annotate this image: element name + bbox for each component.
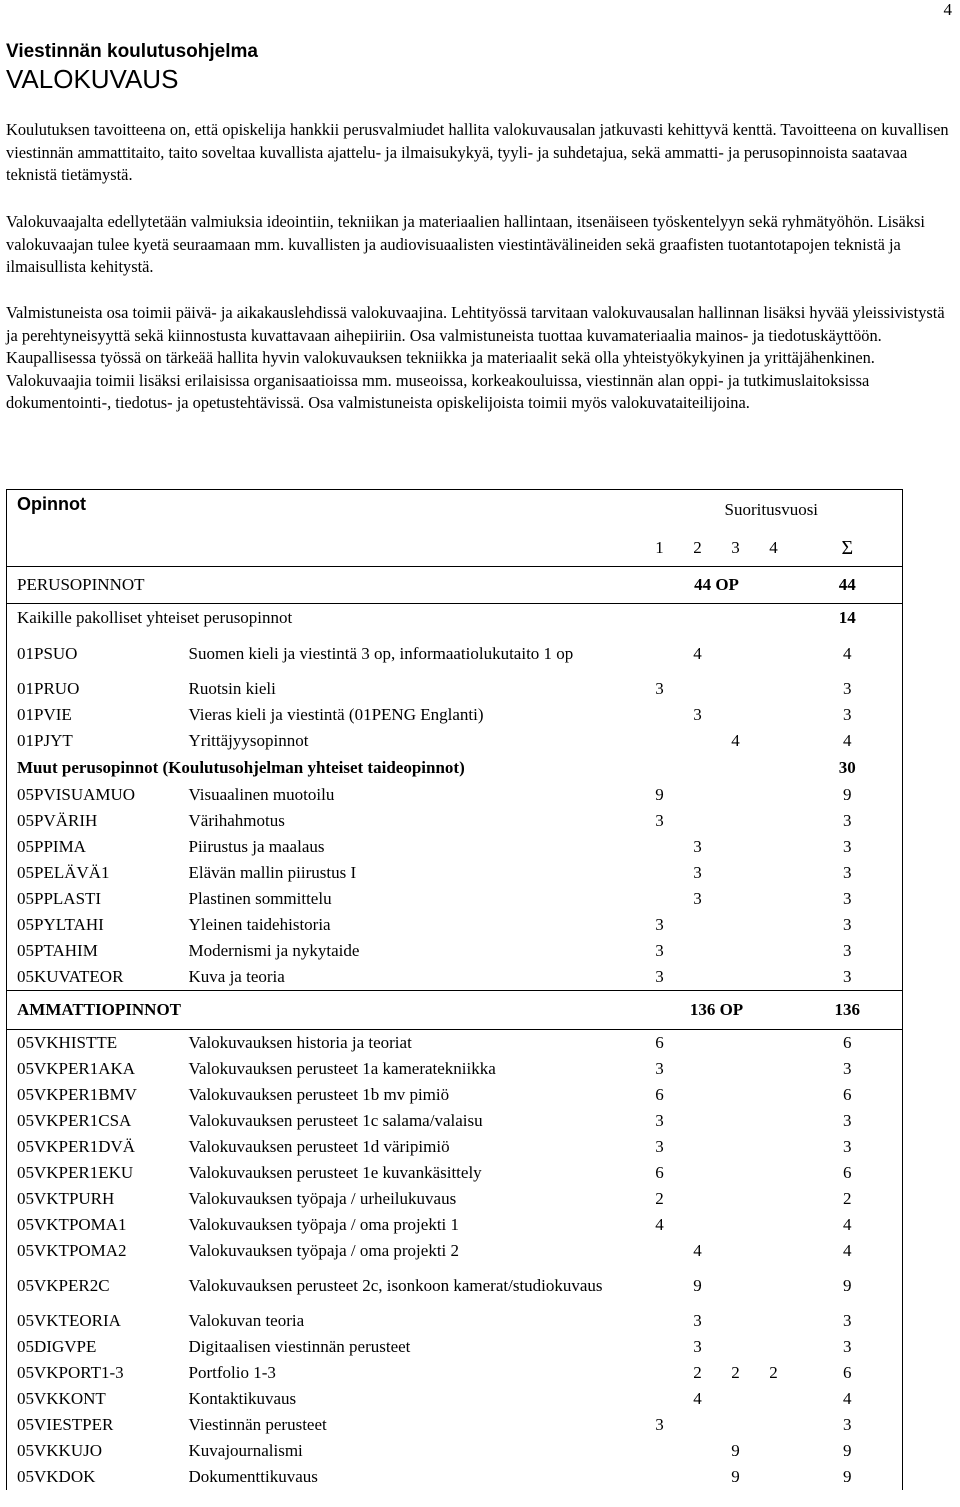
course-row xyxy=(7,964,903,991)
course-sum: 3 xyxy=(793,860,903,886)
year-3-credits: 2 xyxy=(731,1363,740,1382)
course-name: Visuaalinen muotoilu xyxy=(188,785,335,804)
year-1-credits xyxy=(641,1438,679,1464)
course-sum: 4 xyxy=(793,1238,903,1264)
course-code: 05PVÄRIH xyxy=(7,808,179,834)
course-sum: 9 xyxy=(793,1438,903,1464)
year-2-credits: 9 xyxy=(693,1276,702,1295)
year-2-heading: 2 xyxy=(679,530,717,567)
course-name: Viestinnän perusteet xyxy=(188,1415,327,1434)
opinnot-heading: Opinnot xyxy=(7,490,641,567)
year-4-credits xyxy=(755,1186,793,1212)
year-3-credits xyxy=(717,1056,755,1082)
year-4-credits xyxy=(755,834,793,860)
year-2-credits xyxy=(679,1030,717,1057)
year-4-credits xyxy=(755,1334,793,1360)
course-code: 05PYLTAHI xyxy=(7,912,179,938)
year-4-credits xyxy=(755,938,793,964)
course-sum: 9 xyxy=(793,782,903,808)
year-1-credits: 9 xyxy=(655,785,664,804)
year-2-credits xyxy=(679,676,717,702)
course-row xyxy=(7,1386,903,1412)
course-row xyxy=(7,1212,903,1238)
course-code: 05VKDOK xyxy=(7,1464,179,1490)
ammattiopinnot-sum: 136 xyxy=(793,991,903,1030)
year-1-credits: 6 xyxy=(655,1163,664,1182)
year-2-credits: 3 xyxy=(693,1311,702,1330)
course-code: 05VKPER1CSA xyxy=(7,1108,179,1134)
year-3-credits xyxy=(717,1160,755,1186)
course-code: 05VKTEORIA xyxy=(7,1308,179,1334)
year-1-credits xyxy=(641,1464,679,1490)
course-sum: 3 xyxy=(793,912,903,938)
course-sum: 3 xyxy=(793,1056,903,1082)
course-name: Yleinen taidehistoria xyxy=(188,915,331,934)
course-sum: 3 xyxy=(793,1308,903,1334)
course-sum: 3 xyxy=(793,964,903,991)
year-2-credits xyxy=(679,1212,717,1238)
course-sum: 3 xyxy=(793,1412,903,1438)
employment-paragraph: Valmistuneista osa toimii päivä- ja aikakauslehdissä valokuvaajina. Lehtityössä tarvitaan valokuvausalan hallinnan lisäksi hyvää yleissivistystä ja perehtyneisyyttä sekä kiinnostusta kuvattavaan aihepiiriin. Osa valmistuneista tuottaa kuvamateriaalia mainos- ja tiedotuskäyttöön. Kaupallisessa työssä on tärkeää hallita hyvin valokuvauksen tekniikka ja materiaalit sekä olla yhteistyökykyinen ja yrittäjähenkinen. Valokuvaajia toimii lisäksi erilaisissa organisaatioissa mm. museoissa, korkeakouluissa, viestinnän alan oppi- ja tutkimuslaitoksissa dokumentointi-, tiedotus- ja opetustehtävissä. Osa valmistuneista opiskelijoista toimii myös valokuvataiteilijoina. xyxy=(6,303,945,412)
course-code: 05VKPER1DVÄ xyxy=(7,1134,179,1160)
year-1-credits xyxy=(641,1238,679,1264)
year-2-credits: 3 xyxy=(693,705,702,724)
year-1-credits xyxy=(641,728,679,754)
course-row xyxy=(7,860,903,886)
year-3-credits xyxy=(717,938,755,964)
course-name: Valokuvan teoria xyxy=(188,1311,305,1330)
course-name: Kuva ja teoria xyxy=(188,967,285,986)
year-1-credits xyxy=(641,834,679,860)
year-4-credits xyxy=(755,1212,793,1238)
year-3-credits xyxy=(717,632,755,676)
year-1-credits: 6 xyxy=(655,1033,664,1052)
course-code: 01PJYT xyxy=(7,728,179,754)
course-row xyxy=(7,938,903,964)
course-row xyxy=(7,1082,903,1108)
course-row xyxy=(7,1264,903,1308)
year-1-credits xyxy=(641,1386,679,1412)
course-code: 05VKPER1BMV xyxy=(7,1082,179,1108)
course-row xyxy=(7,676,903,702)
course-row xyxy=(7,1238,903,1264)
year-1-credits: 3 xyxy=(655,1059,664,1078)
year-4-credits xyxy=(755,808,793,834)
course-row xyxy=(7,1308,903,1334)
requirements-paragraph: Valokuvaajalta edellytetään valmiuksia ideointiin, tekniikan ja materiaalien hallintaan, itsenäiseen työskentelyyn sekä ryhmätyöhön. Lisäksi valokuvaajan tulee kyetä seuraamaan mm. kuvallisten ja audiovisuaalisten viestintävälineiden sekä graafisten tuotantotapojen teknistä ja ilmaisullista kehitystä. xyxy=(6,212,925,276)
perusopinnot-sum: 44 xyxy=(793,567,903,604)
course-code: 05PTAHIM xyxy=(7,938,179,964)
year-2-credits: 3 xyxy=(693,837,702,856)
course-sum: 3 xyxy=(793,702,903,728)
year-3-credits xyxy=(717,1386,755,1412)
course-row xyxy=(7,702,903,728)
course-row xyxy=(7,1186,903,1212)
course-row xyxy=(7,1160,903,1186)
course-row xyxy=(7,886,903,912)
course-code: 05PELÄVÄ1 xyxy=(7,860,179,886)
course-row xyxy=(7,1360,903,1386)
course-name: Elävän mallin piirustus I xyxy=(188,863,357,882)
course-code: 05PPLASTI xyxy=(7,886,179,912)
year-2-credits: 3 xyxy=(693,863,702,882)
course-name: Kontaktikuvaus xyxy=(188,1389,297,1408)
year-2-credits xyxy=(679,1056,717,1082)
course-sum: 4 xyxy=(793,728,903,754)
year-1-credits xyxy=(641,886,679,912)
year-4-credits xyxy=(755,1134,793,1160)
year-4-credits xyxy=(755,912,793,938)
course-sum: 2 xyxy=(793,1186,903,1212)
course-sum: 9 xyxy=(793,1464,903,1490)
year-3-credits xyxy=(717,1412,755,1438)
course-code: 05VKPER2C xyxy=(7,1264,179,1308)
year-4-credits xyxy=(755,1308,793,1334)
course-name: Valokuvauksen perusteet 1c salama/valaisu xyxy=(188,1111,483,1130)
year-1-credits: 4 xyxy=(655,1215,664,1234)
year-2-credits: 4 xyxy=(693,1389,702,1408)
course-row xyxy=(7,1412,903,1438)
year-4-credits xyxy=(755,1386,793,1412)
year-2-credits xyxy=(679,808,717,834)
intro-paragraph: Koulutuksen tavoitteena on, että opiskelija hankkii perusvalmiudet hallita valokuvausalan jatkuvasti kehittyvä kenttä. Tavoitteena on kuvallisen viestinnän ammattitaito, taito soveltaa kuvallista ajattelu- ja ilmaisukykyä, tyyli- ja suhdetajua, sekä ammatti- ja perusopinnoista saatavaa teknistä tietämystä. xyxy=(6,120,949,184)
course-sum: 3 xyxy=(793,676,903,702)
sum-heading: Σ xyxy=(793,530,903,567)
year-4-credits xyxy=(755,1438,793,1464)
year-1-credits xyxy=(641,1360,679,1386)
section-row xyxy=(7,754,903,782)
year-4-credits xyxy=(755,1264,793,1308)
year-2-credits xyxy=(679,1186,717,1212)
course-code: 05VKTPURH xyxy=(7,1186,179,1212)
course-name: Kuvajournalismi xyxy=(188,1441,303,1460)
course-name: Piirustus ja maalaus xyxy=(188,837,325,856)
year-4-credits xyxy=(755,1464,793,1490)
year-1-heading: 1 xyxy=(641,530,679,567)
page-title: VALOKUVAUS xyxy=(6,64,179,94)
course-code: 05VIESTPER xyxy=(7,1412,179,1438)
course-name: Modernismi ja nykytaide xyxy=(188,941,360,960)
year-3-credits xyxy=(717,702,755,728)
course-sum: 6 xyxy=(793,1360,903,1386)
year-1-credits xyxy=(641,1264,679,1308)
course-row xyxy=(7,912,903,938)
course-name: Plastinen sommittelu xyxy=(188,889,332,908)
year-3-credits xyxy=(717,1308,755,1334)
year-4-credits xyxy=(755,676,793,702)
year-3-credits xyxy=(717,1264,755,1308)
year-3-credits xyxy=(717,1134,755,1160)
course-row xyxy=(7,1334,903,1360)
year-2-credits xyxy=(679,1160,717,1186)
course-name: Valokuvauksen työpaja / oma projekti 1 xyxy=(188,1215,460,1234)
course-code: 05VKPER1AKA xyxy=(7,1056,179,1082)
course-row xyxy=(7,1438,903,1464)
year-1-credits: 3 xyxy=(655,1415,664,1434)
course-code: 05PVISUAMUO xyxy=(7,782,179,808)
year-4-credits xyxy=(755,860,793,886)
muut-sum: 30 xyxy=(793,754,903,782)
year-3-credits: 9 xyxy=(731,1467,740,1486)
year-3-credits xyxy=(717,1238,755,1264)
year-4-credits xyxy=(755,632,793,676)
muut-title: Muut perusopinnot (Koulutusohjelman yhteiset taideopinnot) xyxy=(7,754,793,782)
course-sum: 3 xyxy=(793,1134,903,1160)
year-3-credits xyxy=(717,886,755,912)
year-3-credits xyxy=(717,808,755,834)
year-1-credits: 3 xyxy=(655,1111,664,1130)
course-name: Portfolio 1-3 xyxy=(188,1363,276,1382)
course-sum: 3 xyxy=(793,808,903,834)
ammattiopinnot-title: AMMATTIOPINNOT xyxy=(7,991,641,1030)
year-3-credits xyxy=(717,1334,755,1360)
pakolliset-title: Kaikille pakolliset yhteiset perusopinnot xyxy=(7,604,793,633)
course-row xyxy=(7,808,903,834)
course-name: Yrittäjyysopinnot xyxy=(188,731,309,750)
course-sum: 3 xyxy=(793,1108,903,1134)
year-4-credits xyxy=(755,964,793,991)
year-4-credits xyxy=(755,1056,793,1082)
year-4-credits xyxy=(755,1082,793,1108)
year-3-credits xyxy=(717,834,755,860)
course-code: 01PRUO xyxy=(7,676,179,702)
year-3-credits xyxy=(717,860,755,886)
year-4-credits xyxy=(755,886,793,912)
year-3-credits xyxy=(717,1082,755,1108)
year-3-heading: 3 xyxy=(717,530,755,567)
course-row xyxy=(7,1056,903,1082)
year-2-credits: 2 xyxy=(693,1363,702,1382)
year-4-credits: 2 xyxy=(769,1363,778,1382)
course-sum: 4 xyxy=(793,1386,903,1412)
perusopinnot-title: PERUSOPINNOT xyxy=(7,567,641,604)
suoritusvuosi-heading: Suoritusvuosi xyxy=(641,490,903,531)
year-3-credits xyxy=(717,1212,755,1238)
year-4-credits xyxy=(755,1160,793,1186)
course-sum: 9 xyxy=(793,1264,903,1308)
course-sum: 3 xyxy=(793,834,903,860)
course-code: 05PPIMA xyxy=(7,834,179,860)
year-1-credits: 6 xyxy=(655,1085,664,1104)
year-4-credits xyxy=(755,702,793,728)
year-4-credits xyxy=(755,1030,793,1057)
year-2-credits xyxy=(679,1412,717,1438)
course-code: 05VKHISTTE xyxy=(7,1030,179,1057)
year-2-credits xyxy=(679,938,717,964)
year-3-credits xyxy=(717,1186,755,1212)
year-4-credits xyxy=(755,782,793,808)
year-2-credits xyxy=(679,1134,717,1160)
year-1-credits: 3 xyxy=(655,915,664,934)
course-sum: 3 xyxy=(793,886,903,912)
course-row xyxy=(7,1030,903,1057)
course-sum: 3 xyxy=(793,938,903,964)
course-name: Valokuvauksen perusteet 1a kameratekniikka xyxy=(188,1059,496,1078)
year-2-credits xyxy=(679,964,717,991)
year-1-credits xyxy=(641,860,679,886)
year-3-credits xyxy=(717,964,755,991)
year-2-credits xyxy=(679,728,717,754)
course-name: Valokuvauksen työpaja / urheilukuvaus xyxy=(188,1189,457,1208)
course-row xyxy=(7,782,903,808)
year-1-credits xyxy=(641,702,679,728)
course-name: Digitaalisen viestinnän perusteet xyxy=(188,1337,411,1356)
course-name: Valokuvauksen perusteet 1e kuvankäsittely xyxy=(188,1163,482,1182)
year-1-credits: 2 xyxy=(655,1189,664,1208)
course-sum: 6 xyxy=(793,1160,903,1186)
course-name: Valokuvauksen perusteet 1b mv pimiö xyxy=(188,1085,450,1104)
course-code: 05VKKONT xyxy=(7,1386,179,1412)
ammattiopinnot-op: 136 OP xyxy=(641,991,793,1030)
year-3-credits xyxy=(717,782,755,808)
course-sum: 3 xyxy=(793,1334,903,1360)
year-3-credits xyxy=(717,1108,755,1134)
year-2-credits xyxy=(679,1438,717,1464)
course-code: 05VKTPOMA2 xyxy=(7,1238,179,1264)
course-sum: 4 xyxy=(793,1212,903,1238)
course-sum: 4 xyxy=(793,632,903,676)
course-name: Suomen kieli ja viestintä 3 op, informaatiolukutaito 1 op xyxy=(188,644,574,663)
course-name: Dokumenttikuvaus xyxy=(188,1467,318,1486)
year-4-credits xyxy=(755,1412,793,1438)
pakolliset-sum: 14 xyxy=(793,604,903,633)
year-1-credits: 3 xyxy=(655,967,664,986)
course-row xyxy=(7,728,903,754)
page-number: 4 xyxy=(943,0,952,19)
course-code: 01PSUO xyxy=(7,632,179,676)
year-1-credits: 3 xyxy=(655,1137,664,1156)
year-1-credits: 3 xyxy=(655,941,664,960)
year-1-credits xyxy=(641,632,679,676)
year-4-heading: 4 xyxy=(755,530,793,567)
year-2-credits xyxy=(679,1082,717,1108)
course-name: Valokuvauksen perusteet 1d väripimiö xyxy=(188,1137,450,1156)
course-row xyxy=(7,1134,903,1160)
year-4-credits xyxy=(755,1238,793,1264)
course-code: 05VKPORT1-3 xyxy=(7,1360,179,1386)
course-code: 05DIGVPE xyxy=(7,1334,179,1360)
year-1-credits: 3 xyxy=(655,811,664,830)
year-2-credits: 3 xyxy=(693,889,702,908)
section-row xyxy=(7,991,903,1030)
year-2-credits xyxy=(679,1108,717,1134)
course-code: 05VKPER1EKU xyxy=(7,1160,179,1186)
study-table xyxy=(6,489,903,1490)
year-2-credits xyxy=(679,782,717,808)
year-1-credits: 3 xyxy=(655,679,664,698)
course-row xyxy=(7,834,903,860)
year-2-credits xyxy=(679,1464,717,1490)
course-code: 05VKKUJO xyxy=(7,1438,179,1464)
year-2-credits xyxy=(679,912,717,938)
year-3-credits: 4 xyxy=(731,731,740,750)
year-3-credits xyxy=(717,676,755,702)
perusopinnot-op: 44 OP xyxy=(641,567,793,604)
course-name: Valokuvauksen historia ja teoriat xyxy=(188,1033,412,1052)
course-name: Värihahmotus xyxy=(188,811,285,830)
year-2-credits: 4 xyxy=(693,644,702,663)
program-name: Viestinnän koulutusohjelma xyxy=(6,41,258,62)
course-name: Valokuvauksen työpaja / oma projekti 2 xyxy=(188,1241,460,1260)
course-name: Vieras kieli ja viestintä (01PENG Englanti) xyxy=(188,705,484,724)
year-3-credits xyxy=(717,912,755,938)
course-name: Valokuvauksen perusteet 2c, isonkoon kamerat/studiokuvaus xyxy=(188,1276,603,1295)
course-sum: 6 xyxy=(793,1030,903,1057)
year-2-credits: 4 xyxy=(693,1241,702,1260)
year-3-credits: 9 xyxy=(731,1441,740,1460)
year-2-credits: 3 xyxy=(693,1337,702,1356)
course-row xyxy=(7,1108,903,1134)
course-name: Ruotsin kieli xyxy=(188,679,276,698)
course-code: 05KUVATEOR xyxy=(7,964,179,991)
course-code: 05VKTPOMA1 xyxy=(7,1212,179,1238)
course-row xyxy=(7,632,903,676)
year-1-credits xyxy=(641,1334,679,1360)
year-4-credits xyxy=(755,728,793,754)
course-row xyxy=(7,1464,903,1490)
course-sum: 6 xyxy=(793,1082,903,1108)
year-1-credits xyxy=(641,1308,679,1334)
year-3-credits xyxy=(717,1030,755,1057)
year-4-credits xyxy=(755,1108,793,1134)
course-code: 01PVIE xyxy=(7,702,179,728)
